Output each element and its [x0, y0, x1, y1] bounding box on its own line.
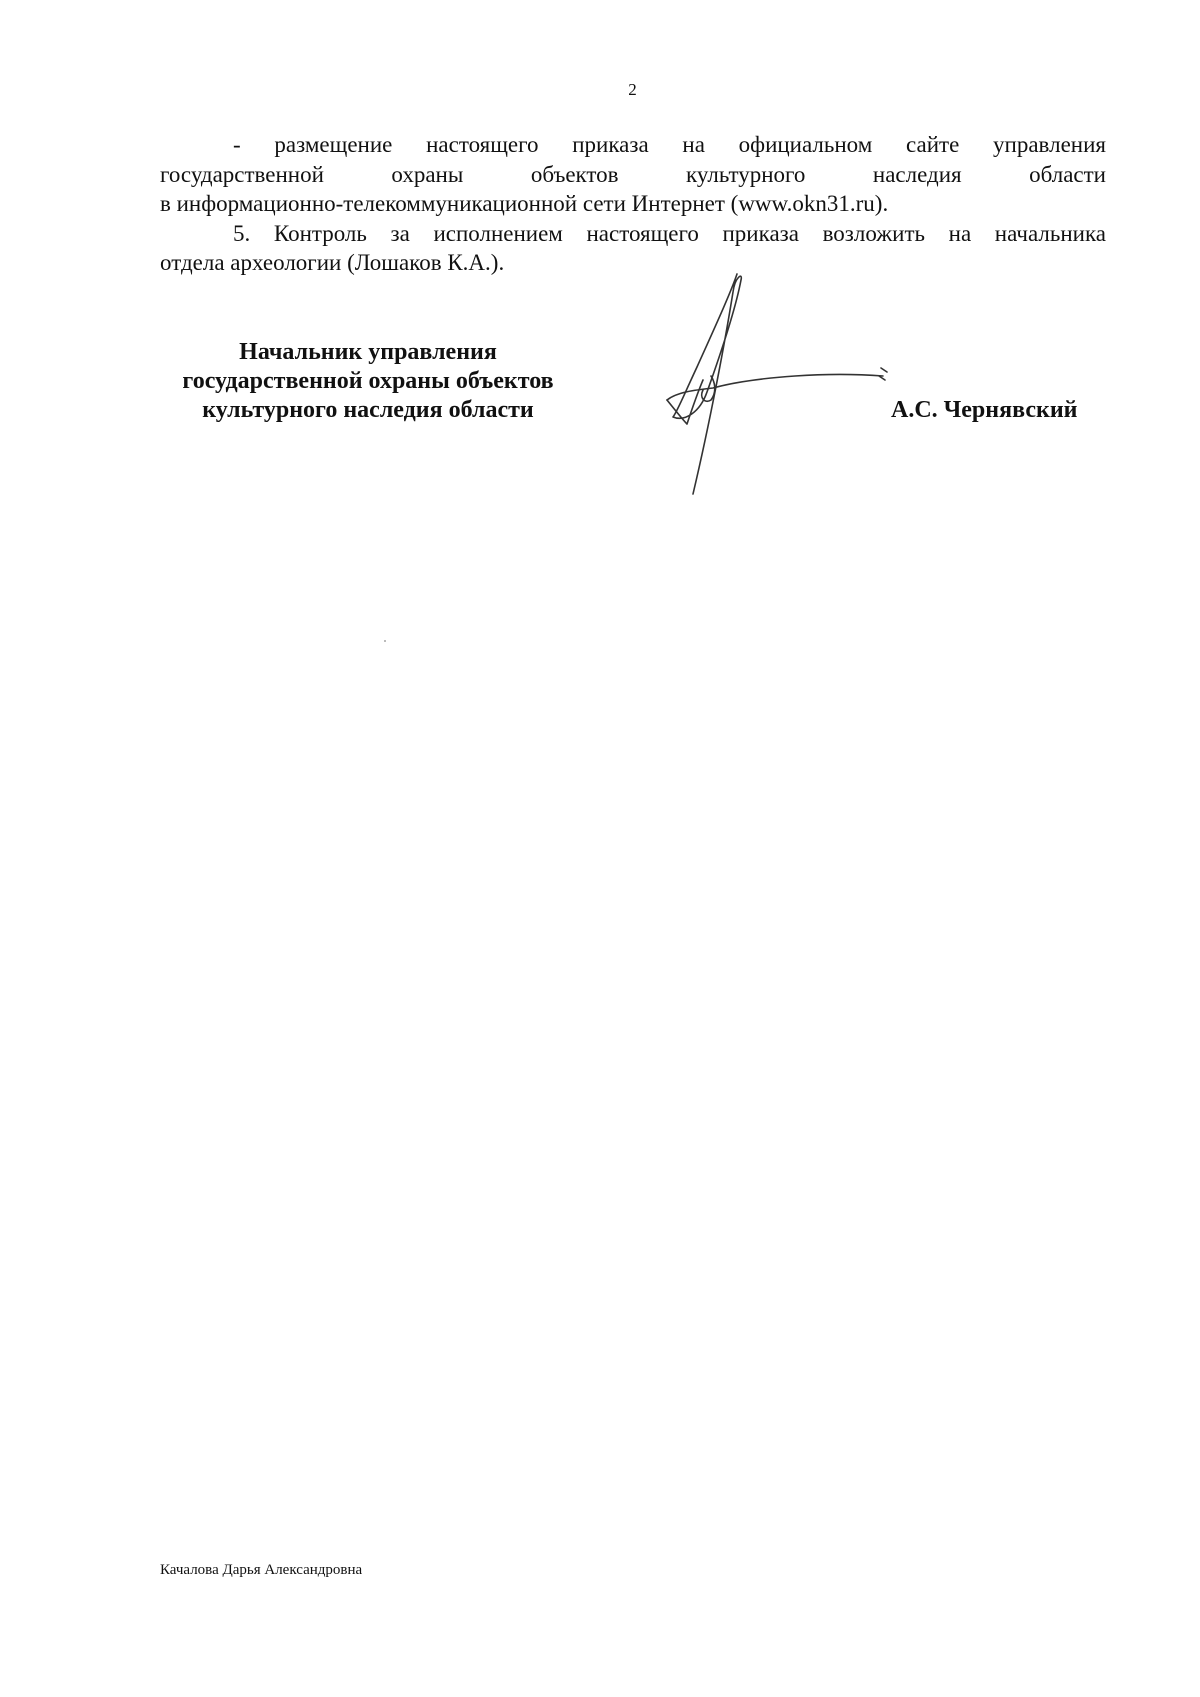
- document-body: [160, 130, 1106, 278]
- signatory-position: [158, 338, 578, 425]
- text-line: 5. Контроль за исполнением настоящего приказа возложить на начальника: [233, 220, 1106, 246]
- position-line: государственной охраны объектов: [182, 368, 554, 394]
- executor-name: Качалова Дарья Александровна: [160, 1562, 363, 1578]
- text-line: в информационно-телекоммуникационной сети Интернет (www.okn31.ru).: [160, 191, 889, 216]
- page-number: 2: [628, 80, 637, 99]
- position-line: культурного наследия области: [202, 397, 534, 423]
- text-line: государственной охраны объектов культурного наследия области: [160, 161, 1106, 187]
- paragraph-item-5: [160, 219, 1106, 278]
- scan-speck: [384, 640, 386, 642]
- handwritten-signature: [655, 272, 895, 522]
- text-line: - размещение настоящего приказа на официальном сайте управления: [233, 132, 1106, 157]
- signer-name: А.С. Чернявский: [891, 397, 1078, 423]
- paragraph-website-publication: [160, 130, 1106, 219]
- position-line: Начальник управления: [239, 339, 497, 365]
- text-line: отдела археологии (Лошаков К.А.).: [160, 250, 505, 275]
